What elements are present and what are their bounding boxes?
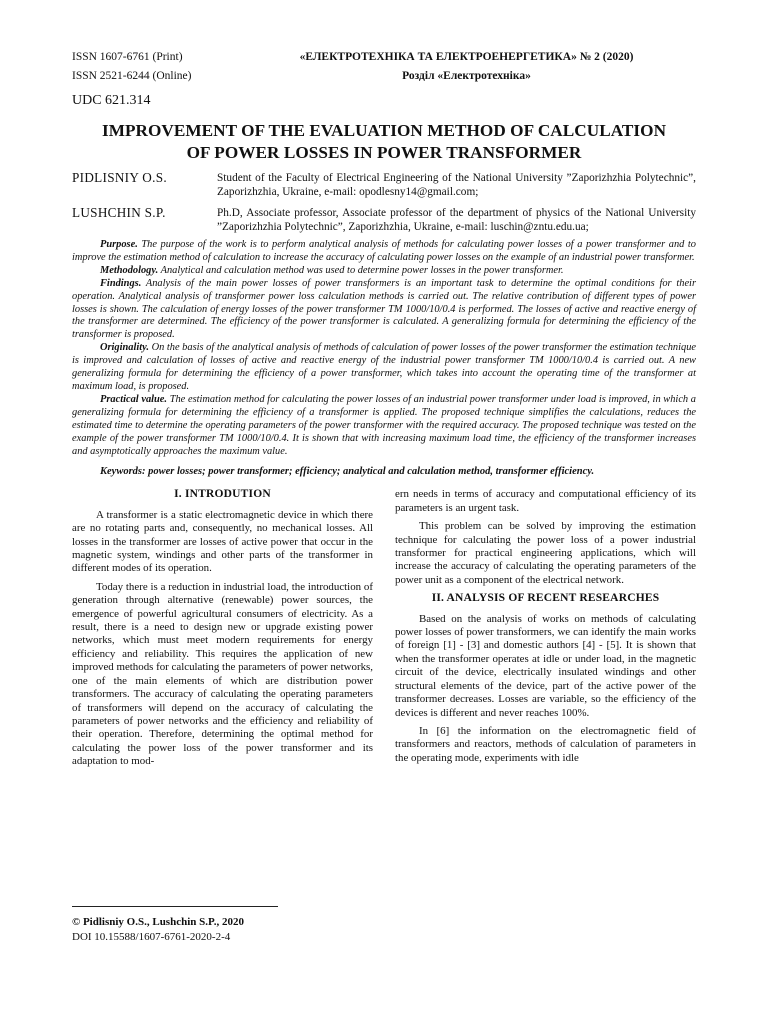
journal-header-row-1 <box>72 48 696 67</box>
keywords: Keywords: power losses; power transformer; efficiency; analytical and calculation method, transformer efficiency. <box>100 466 595 478</box>
originality-text: On the basis of the analytical analysis of methods of calculation of power losses of the power transformer the estimation technique is improved and calculation of losses of active and reactive energy of the industrial power transformer TM 1000/10/0.4 is carried out. A new generalizing formula for determining the efficiency of a power transformer, which takes into account the operating time of the transformer at maximum load, is proposed. <box>72 342 696 392</box>
body-columns <box>72 488 696 773</box>
title-line-1: IMPROVEMENT OF THE EVALUATION METHOD OF CALCULATION <box>101 121 667 140</box>
issn-online: ISSN 2521-6244 (Online) <box>72 70 192 82</box>
title-line-2: OF POWER LOSSES IN POWER TRANSFORMER <box>186 143 582 162</box>
abstract-purpose <box>72 239 696 265</box>
section-name: Розділ «Електротехніка» <box>402 70 531 82</box>
author-2 <box>72 206 696 234</box>
abstract-originality <box>72 342 696 394</box>
abstract-findings <box>72 278 696 343</box>
findings-text: Analysis of the main power losses of power transformers is an important task to determine the optimal conditions for their operation. Analytical analysis of transformer power loss calculation methods is carried out. The relative contribution of different types of power losses is shown. The calculation of energy losses of the power transformer TM 1000/10/0.4 is performed. The losses of active and reactive energy of the transformer are determined. The efficiency of the power transformer is calculated. A generalizing formula for determining the efficiency of the transformer is proposed. <box>72 277 696 341</box>
section-heading-analysis: II. ANALYSIS OF RECENT RESEARCHES <box>431 592 660 605</box>
author-affiliation: Ph.D, Associate professor, Associate professor of the department of physics of the National University ”Zaporizhzhia Polytechnic”, Zaporizhzhia, Ukraine, e-mail: luschin@zntu.edu.ua; <box>217 207 696 233</box>
doi: DOI 10.15588/1607-6761-2020-2-4 <box>72 931 231 943</box>
footnote-divider <box>72 906 278 907</box>
findings-label: Findings. <box>100 277 142 289</box>
issn-print: ISSN 1607-6761 (Print) <box>72 51 183 63</box>
author-name: LUSHCHIN S.P. <box>72 205 166 220</box>
journal-name: «ЕЛЕКТРОТЕХНІКА ТА ЕЛЕКТРОЕНЕРГЕТИКА» № 2 (2020) <box>299 51 634 63</box>
journal-header-row-2 <box>72 67 696 86</box>
practical-text: The estimation method for calculating the power losses of an industrial power transformer under load is improved, in which a generalizing formula for determining the efficiency of a transformer is applied. The proposed technique simplifies the calculations, reduces the estimated time to determine the operating parameters of the power transformer with the required accuracy. The proposed technique was tested on the example of the power transformer TM 1000/10/0.4. It is shown that with increasing maximum load time, the efficiency of the transformer increases and asymptotically approaches the maximum value. <box>72 393 696 457</box>
purpose-text: The purpose of the work is to perform analytical analysis of methods for calculating power losses of a power transformer and to improve the estimation method of calculation to increase the accuracy of calculating power losses on the example of an industrial power transformer. <box>72 239 696 263</box>
section-heading-introduction: I. INTRODUTION <box>174 488 271 501</box>
footnote <box>72 906 373 945</box>
abstract-practical-value <box>72 394 696 459</box>
paragraph: Based on the analysis of works on methods of calculating power losses of power transformers, we can identify the main works of foreign [1] - [3] and domestic authors [4] - [5]. It is shown that when the transformer operates at idle or under load, in the magnetic circuit of the device, electrically insulated windings and other structural elements of the device, part of the active power of the transformer decreases. Losses are variable, so the efficiency of the devices is different and never reaches 100%. <box>395 612 696 719</box>
paragraph: This problem can be solved by improving the estimation technique for calculating the power loss of a power industrial transformer for practical engineering applications, which will increase the accuracy of calculating the operating parameters of the power unit as a component of the electrical network. <box>395 520 696 586</box>
left-column <box>72 488 373 773</box>
article-page <box>72 48 696 774</box>
abstract-methodology <box>72 265 696 278</box>
author-name: PIDLISNIY O.S. <box>72 170 167 185</box>
article-title <box>72 120 696 164</box>
methodology-label: Methodology. <box>100 264 159 276</box>
paragraph: A transformer is a static electromagnetic device in which there are no rotating parts and, consequently, no mechanical losses. All losses in the transformer are losses of active power that occur in the magnetic system, windings and other parts of the transformer in different modes of its operation. <box>72 508 373 575</box>
methodology-text: Analytical and calculation method was used to determine power losses in the power transformer. <box>158 264 564 276</box>
purpose-label: Purpose. <box>100 239 138 250</box>
udc-code: UDC 621.314 <box>72 93 151 108</box>
right-column <box>395 488 696 773</box>
originality-label: Originality. <box>100 342 149 354</box>
paragraph-continuation: ern needs in terms of accuracy and computational efficiency of its parameters is an urgent task. <box>395 488 696 514</box>
paragraph: Today there is a reduction in industrial load, the introduction of generation through alternative (renewable) power sources, the emergence of powerful agricultural consumers of electricity. As a result, there is a need to design new or upgrade existing power networks, which must meet modern requirements for energy efficiency and reliability. This requires the application of new improved methods for calculating the parameters of power networks, one of the main elements of which are distribution power transformers. The accuracy of calculating the operating parameters of transformers will depend on the accuracy of calculating the parameters of power networks and the efficiency and reliability of their operation. Therefore, determining the optimal method for calculating the power loss of the power transformer and its adaptation to mod- <box>72 580 373 768</box>
author-affiliation: Student of the Faculty of Electrical Engineering of the National University ”Zaporizhzhia Polytechnic”, Zaporizhzhia, Ukraine, e-mail: opodlesny14@gmail.com; <box>217 172 696 198</box>
practical-label: Practical value. <box>100 393 168 405</box>
author-1 <box>72 171 696 199</box>
paragraph: In [6] the information on the electromagnetic field of transformers and reactors, methods of calculation of parameters in the operating mode, experiments with idle <box>395 724 696 764</box>
copyright: © Pidlisniy O.S., Lushchin S.P., 2020 <box>72 916 244 928</box>
